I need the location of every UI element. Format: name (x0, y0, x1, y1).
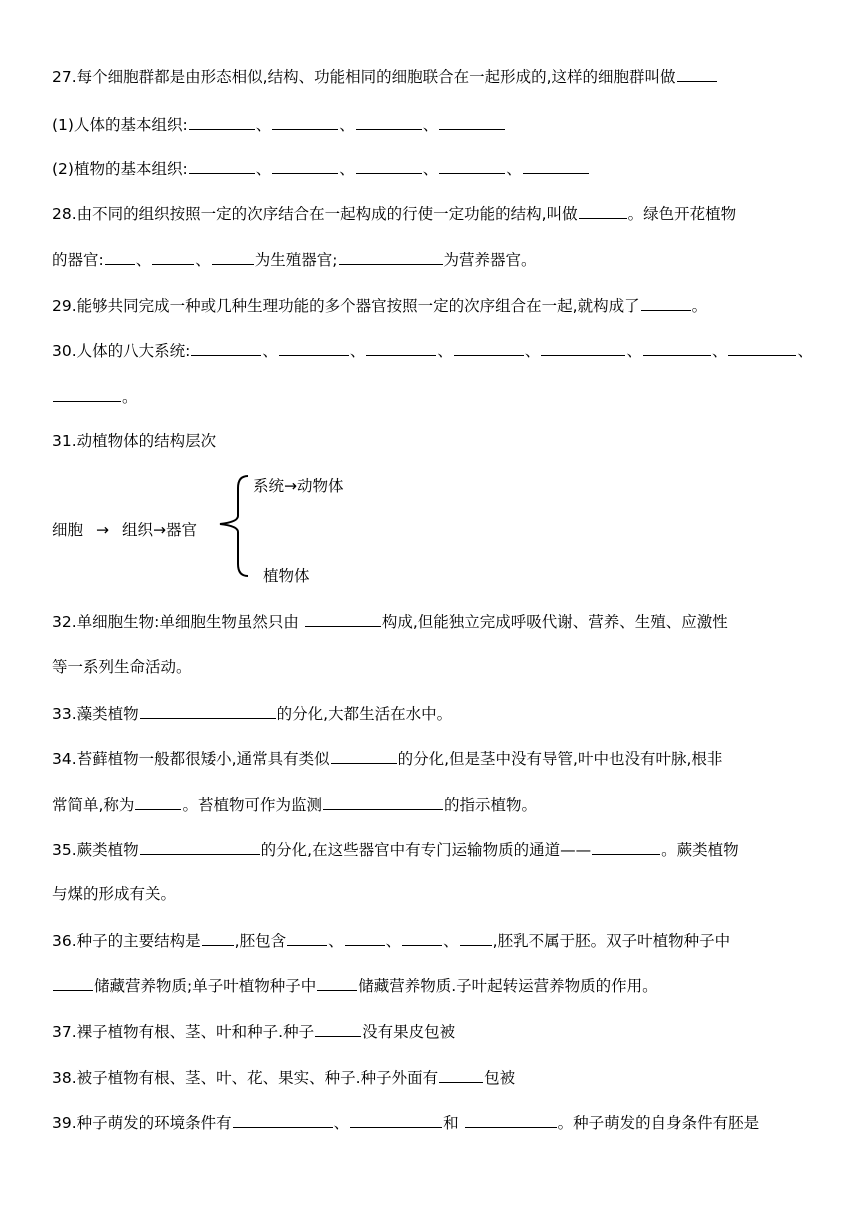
question-27-2 (52, 158, 590, 179)
separator: 、 (422, 160, 439, 178)
separator: 、 (349, 342, 366, 360)
separator: 、 (797, 342, 813, 360)
answer-blank[interactable] (287, 930, 327, 946)
separator: 、 (195, 251, 211, 269)
q35-text: 的分化,在这些器官中有专门运输物质的通道—— (260, 841, 592, 859)
answer-blank[interactable] (677, 66, 717, 82)
question-37 (52, 1021, 455, 1042)
separator: 、 (506, 160, 522, 178)
answer-blank[interactable] (191, 340, 261, 356)
question-35 (52, 839, 739, 860)
q32-text: 等一系列生命活动。 (52, 658, 192, 676)
q34-text: 34.苔藓植物一般都很矮小,通常具有类似 (52, 750, 330, 768)
answer-blank[interactable] (579, 203, 627, 219)
q28-text: 为营养器官。 (443, 251, 537, 269)
q36-text: ,胚乳不属于胚。双子叶植物种子中 (492, 932, 731, 950)
q34-text: 的指示植物。 (443, 796, 537, 814)
q31-text: 31.动植物体的结构层次 (52, 432, 217, 450)
q38-text: 38.被子植物有根、茎、叶、花、果实、种子.种子外面有 (52, 1069, 439, 1087)
question-30 (52, 340, 813, 361)
separator: 、 (626, 342, 642, 360)
answer-blank[interactable] (272, 158, 338, 174)
answer-blank[interactable] (189, 158, 255, 174)
question-27 (52, 66, 718, 87)
q28-text: 为生殖器官; (254, 251, 338, 269)
answer-blank[interactable] (356, 114, 422, 130)
separator: 、 (255, 160, 272, 178)
q27-text: 27.每个细胞群都是由形态相似,结构、功能相同的细胞联合在一起形成的,这样的细胞群叫做 (52, 68, 676, 86)
q36-text: 储藏营养物质;单子叶植物种子中 (94, 977, 317, 995)
answer-blank[interactable] (279, 340, 349, 356)
q27-1-text: (1)人体的基本组织: (52, 116, 188, 134)
answer-blank[interactable] (315, 1021, 361, 1037)
answer-blank[interactable] (465, 1112, 557, 1128)
separator: 、 (422, 116, 439, 134)
separator: 。 (122, 388, 138, 406)
answer-blank[interactable] (366, 340, 436, 356)
separator: 、 (524, 342, 541, 360)
question-27-1 (52, 114, 506, 135)
separator: 。 (691, 297, 708, 315)
arrow-icon: → (96, 521, 109, 539)
q39-text: 和 (443, 1114, 459, 1132)
q29-text: 29.能够共同完成一种或几种生理功能的多个器官按照一定的次序组合在一起,就构成了 (52, 297, 640, 315)
answer-blank[interactable] (317, 975, 357, 991)
answer-blank[interactable] (53, 386, 121, 402)
answer-blank[interactable] (233, 1112, 333, 1128)
q35-text: 与煤的形成有关。 (52, 885, 177, 903)
answer-blank[interactable] (592, 839, 660, 855)
separator: 、 (333, 1114, 350, 1132)
q32-text: 32.单细胞生物:单细胞生物虽然只由 (52, 613, 299, 631)
answer-blank[interactable] (643, 340, 711, 356)
system-animal-label: 系统→动物体 (253, 477, 344, 495)
answer-blank[interactable] (272, 114, 338, 130)
question-33 (52, 703, 452, 724)
q30-text: 30.人体的八大系统: (52, 342, 191, 360)
separator: 、 (339, 116, 355, 134)
answer-blank[interactable] (152, 249, 194, 265)
q33-text: 33.藻类植物 (52, 705, 139, 723)
cell-label: 细胞 (52, 521, 84, 539)
question-28-cont (52, 249, 537, 270)
answer-blank[interactable] (202, 930, 234, 946)
q33-text: 的分化,大都生活在水中。 (276, 705, 453, 723)
separator: 、 (255, 116, 272, 134)
answer-blank[interactable] (345, 930, 385, 946)
answer-blank[interactable] (212, 249, 254, 265)
q39-text: 39.种子萌发的环境条件有 (52, 1114, 232, 1132)
q37-text: 没有果皮包被 (362, 1023, 456, 1041)
q32-text: 构成,但能独立完成呼吸代谢、营养、生殖、应激性 (381, 613, 728, 631)
q34-text: 常简单,称为 (52, 796, 135, 814)
answer-blank[interactable] (350, 1112, 442, 1128)
q38-text: 包被 (484, 1069, 516, 1087)
question-39 (52, 1112, 759, 1133)
question-36-cont (52, 975, 658, 996)
separator: 、 (339, 160, 355, 178)
answer-blank[interactable] (356, 158, 422, 174)
question-35-cont (52, 884, 176, 904)
answer-blank[interactable] (454, 340, 524, 356)
separator: 、 (135, 251, 152, 269)
answer-blank[interactable] (140, 839, 260, 855)
q28-text: 的器官: (52, 251, 104, 269)
q36-text: 储藏营养物质.子叶起转运营养物质的作用。 (358, 977, 658, 995)
answer-blank[interactable] (523, 158, 589, 174)
question-31 (52, 431, 216, 451)
question-38 (52, 1067, 515, 1088)
answer-blank[interactable] (339, 249, 443, 265)
q27-2-text: (2)植物的基本组织: (52, 160, 188, 178)
question-34-cont (52, 794, 537, 815)
structure-hierarchy-diagram (52, 468, 452, 598)
brace-icon (52, 468, 452, 598)
answer-blank[interactable] (641, 295, 691, 311)
separator: 、 (443, 932, 459, 950)
question-32 (52, 611, 728, 632)
q34-text: 。苔植物可作为监测 (182, 796, 322, 814)
q34-text: 的分化,但是茎中没有导管,叶中也没有叶脉,根非 (397, 750, 723, 768)
q36-text: ,胚包含 (234, 932, 287, 950)
q28-text: 。绿色开花植物 (627, 205, 737, 223)
separator: 、 (437, 342, 453, 360)
q37-text: 37.裸子植物有根、茎、叶和种子.种子 (52, 1023, 315, 1041)
question-29 (52, 295, 707, 316)
answer-blank[interactable] (135, 794, 181, 810)
answer-blank[interactable] (439, 114, 505, 130)
separator: 、 (262, 342, 278, 360)
answer-blank[interactable] (105, 249, 135, 265)
answer-blank[interactable] (439, 158, 505, 174)
answer-blank[interactable] (541, 340, 625, 356)
tissue-organ-label: 组织→器官 (122, 521, 197, 539)
q39-text: 。种子萌发的自身条件有胚是 (557, 1114, 760, 1132)
question-30-cont (52, 386, 138, 407)
answer-blank[interactable] (189, 114, 255, 130)
answer-blank[interactable] (439, 1067, 483, 1083)
answer-blank[interactable] (140, 703, 276, 719)
question-32-cont (52, 657, 192, 677)
separator: 、 (385, 932, 402, 950)
answer-blank[interactable] (460, 930, 492, 946)
plant-label: 植物体 (263, 567, 310, 585)
answer-blank[interactable] (305, 611, 381, 627)
answer-blank[interactable] (323, 794, 443, 810)
separator: 、 (711, 342, 728, 360)
separator: 、 (328, 932, 344, 950)
question-34 (52, 748, 722, 769)
q35-text: 35.蕨类植物 (52, 841, 139, 859)
q28-text: 28.由不同的组织按照一定的次序结合在一起构成的行使一定功能的结构,叫做 (52, 205, 578, 223)
question-36 (52, 930, 730, 951)
answer-blank[interactable] (53, 975, 93, 991)
answer-blank[interactable] (728, 340, 796, 356)
answer-blank[interactable] (331, 748, 397, 764)
q35-text: 。蕨类植物 (661, 841, 739, 859)
question-28 (52, 203, 736, 224)
q36-text: 36.种子的主要结构是 (52, 932, 201, 950)
answer-blank[interactable] (402, 930, 442, 946)
